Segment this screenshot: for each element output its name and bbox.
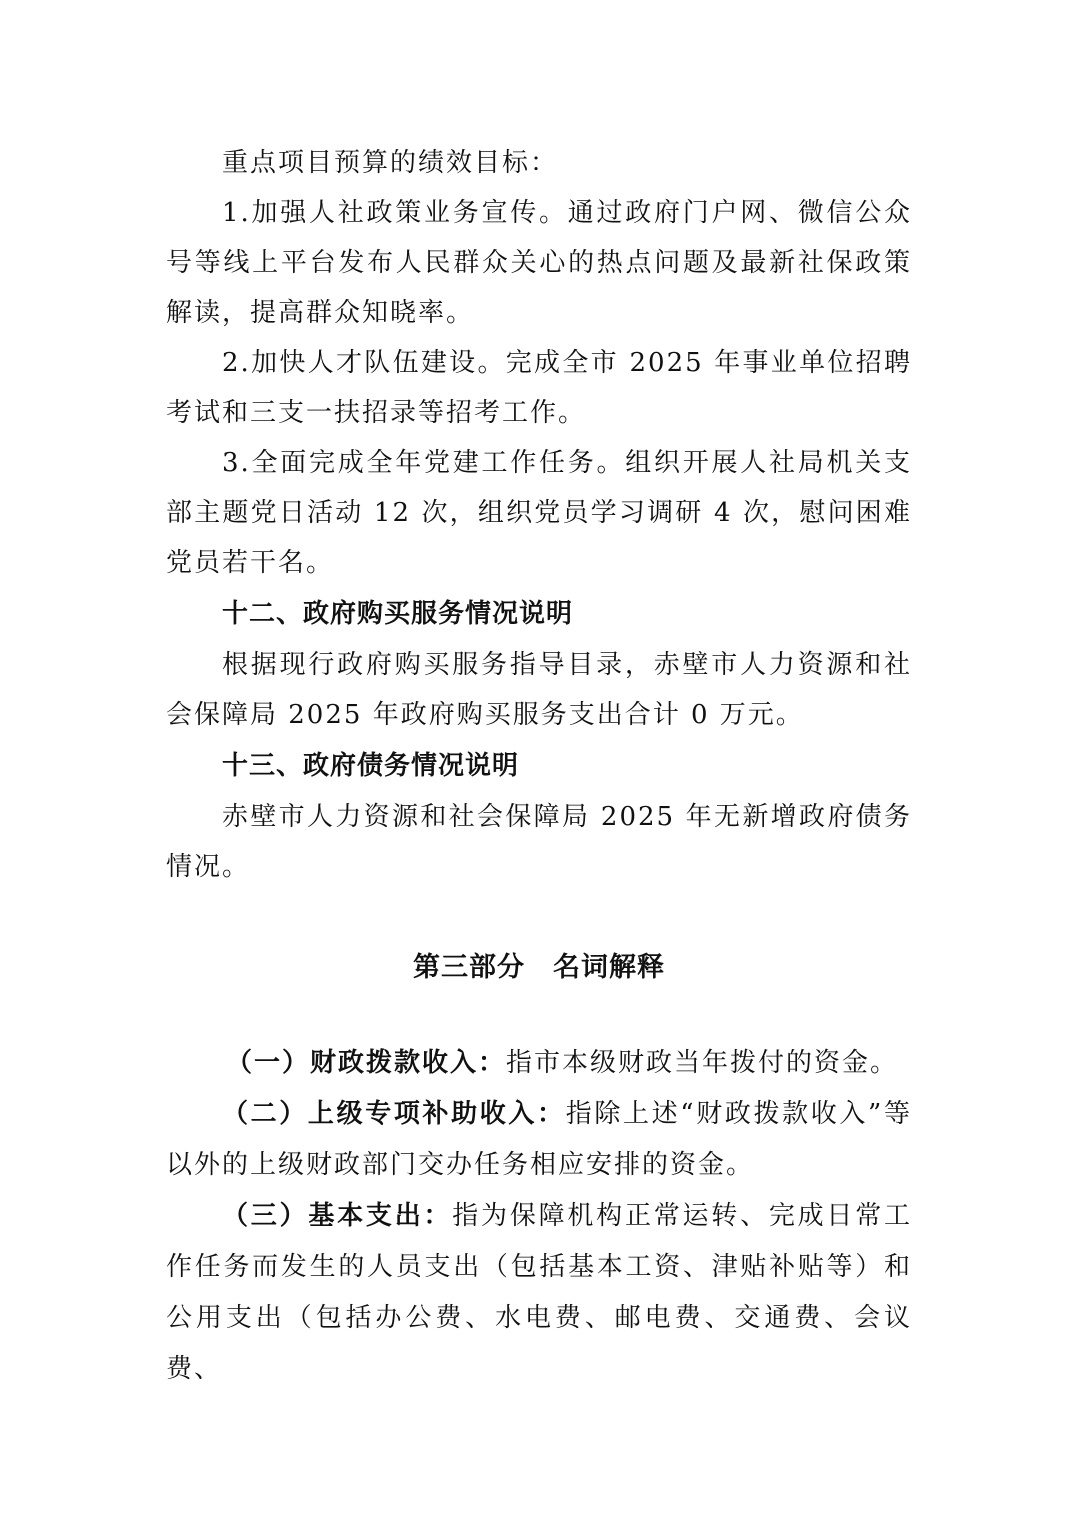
section-12-body: 根据现行政府购买服务指导目录，赤壁市人力资源和社会保障局 2025 年政府购买服务支出合计 0 万元。 — [166, 650, 912, 730]
definition-2 — [166, 1089, 912, 1191]
goal-item-3: 3.全面完成全年党建工作任务。组织开展人社局机关支部主题党日活动 12 次，组织党员学习调研 4 次，慰问困难党员若干名。 — [166, 448, 912, 578]
definition-text: 指市本级财政当年拨付的资金。 — [506, 1048, 899, 1078]
goal-item-2: 2.加快人才队伍建设。完成全市 2025 年事业单位招聘考试和三支一扶招录等招考工作。 — [166, 348, 912, 428]
definitions-list — [166, 1038, 912, 1395]
goals-intro: 重点项目预算的绩效目标： — [222, 148, 559, 178]
section-13-heading: 十三、政府债务情况说明 — [222, 751, 520, 781]
goal-item-1: 1.加强人社政策业务宣传。通过政府门户网、微信公众号等线上平台发布人民群众关心的热点问题及最新社保政策解读，提高群众知晓率。 — [166, 198, 912, 328]
definition-text: 指除上述“财政拨款收入”等以外的上级财政部门交办任务相应安排的资金。 — [166, 1099, 912, 1180]
definition-3 — [166, 1191, 912, 1395]
definition-term: （三）基本支出： — [222, 1201, 453, 1231]
definition-term: （二）上级专项补助收入： — [222, 1099, 566, 1129]
definition-term: （一）财政拨款收入： — [226, 1048, 507, 1078]
document-page — [166, 138, 912, 1384]
part-3-title: 第三部分 名词解释 — [413, 952, 665, 983]
definition-1 — [166, 1038, 912, 1089]
definition-text: 指为保障机构正常运转、完成日常工作任务而发生的人员支出（包括基本工资、津贴补贴等）和公用支出（包括办公费、水电费、邮电费、交通费、会议费、 — [166, 1201, 912, 1384]
section-13-body: 赤壁市人力资源和社会保障局 2025 年无新增政府债务情况。 — [166, 802, 912, 882]
section-12-heading: 十二、政府购买服务情况说明 — [222, 599, 574, 629]
